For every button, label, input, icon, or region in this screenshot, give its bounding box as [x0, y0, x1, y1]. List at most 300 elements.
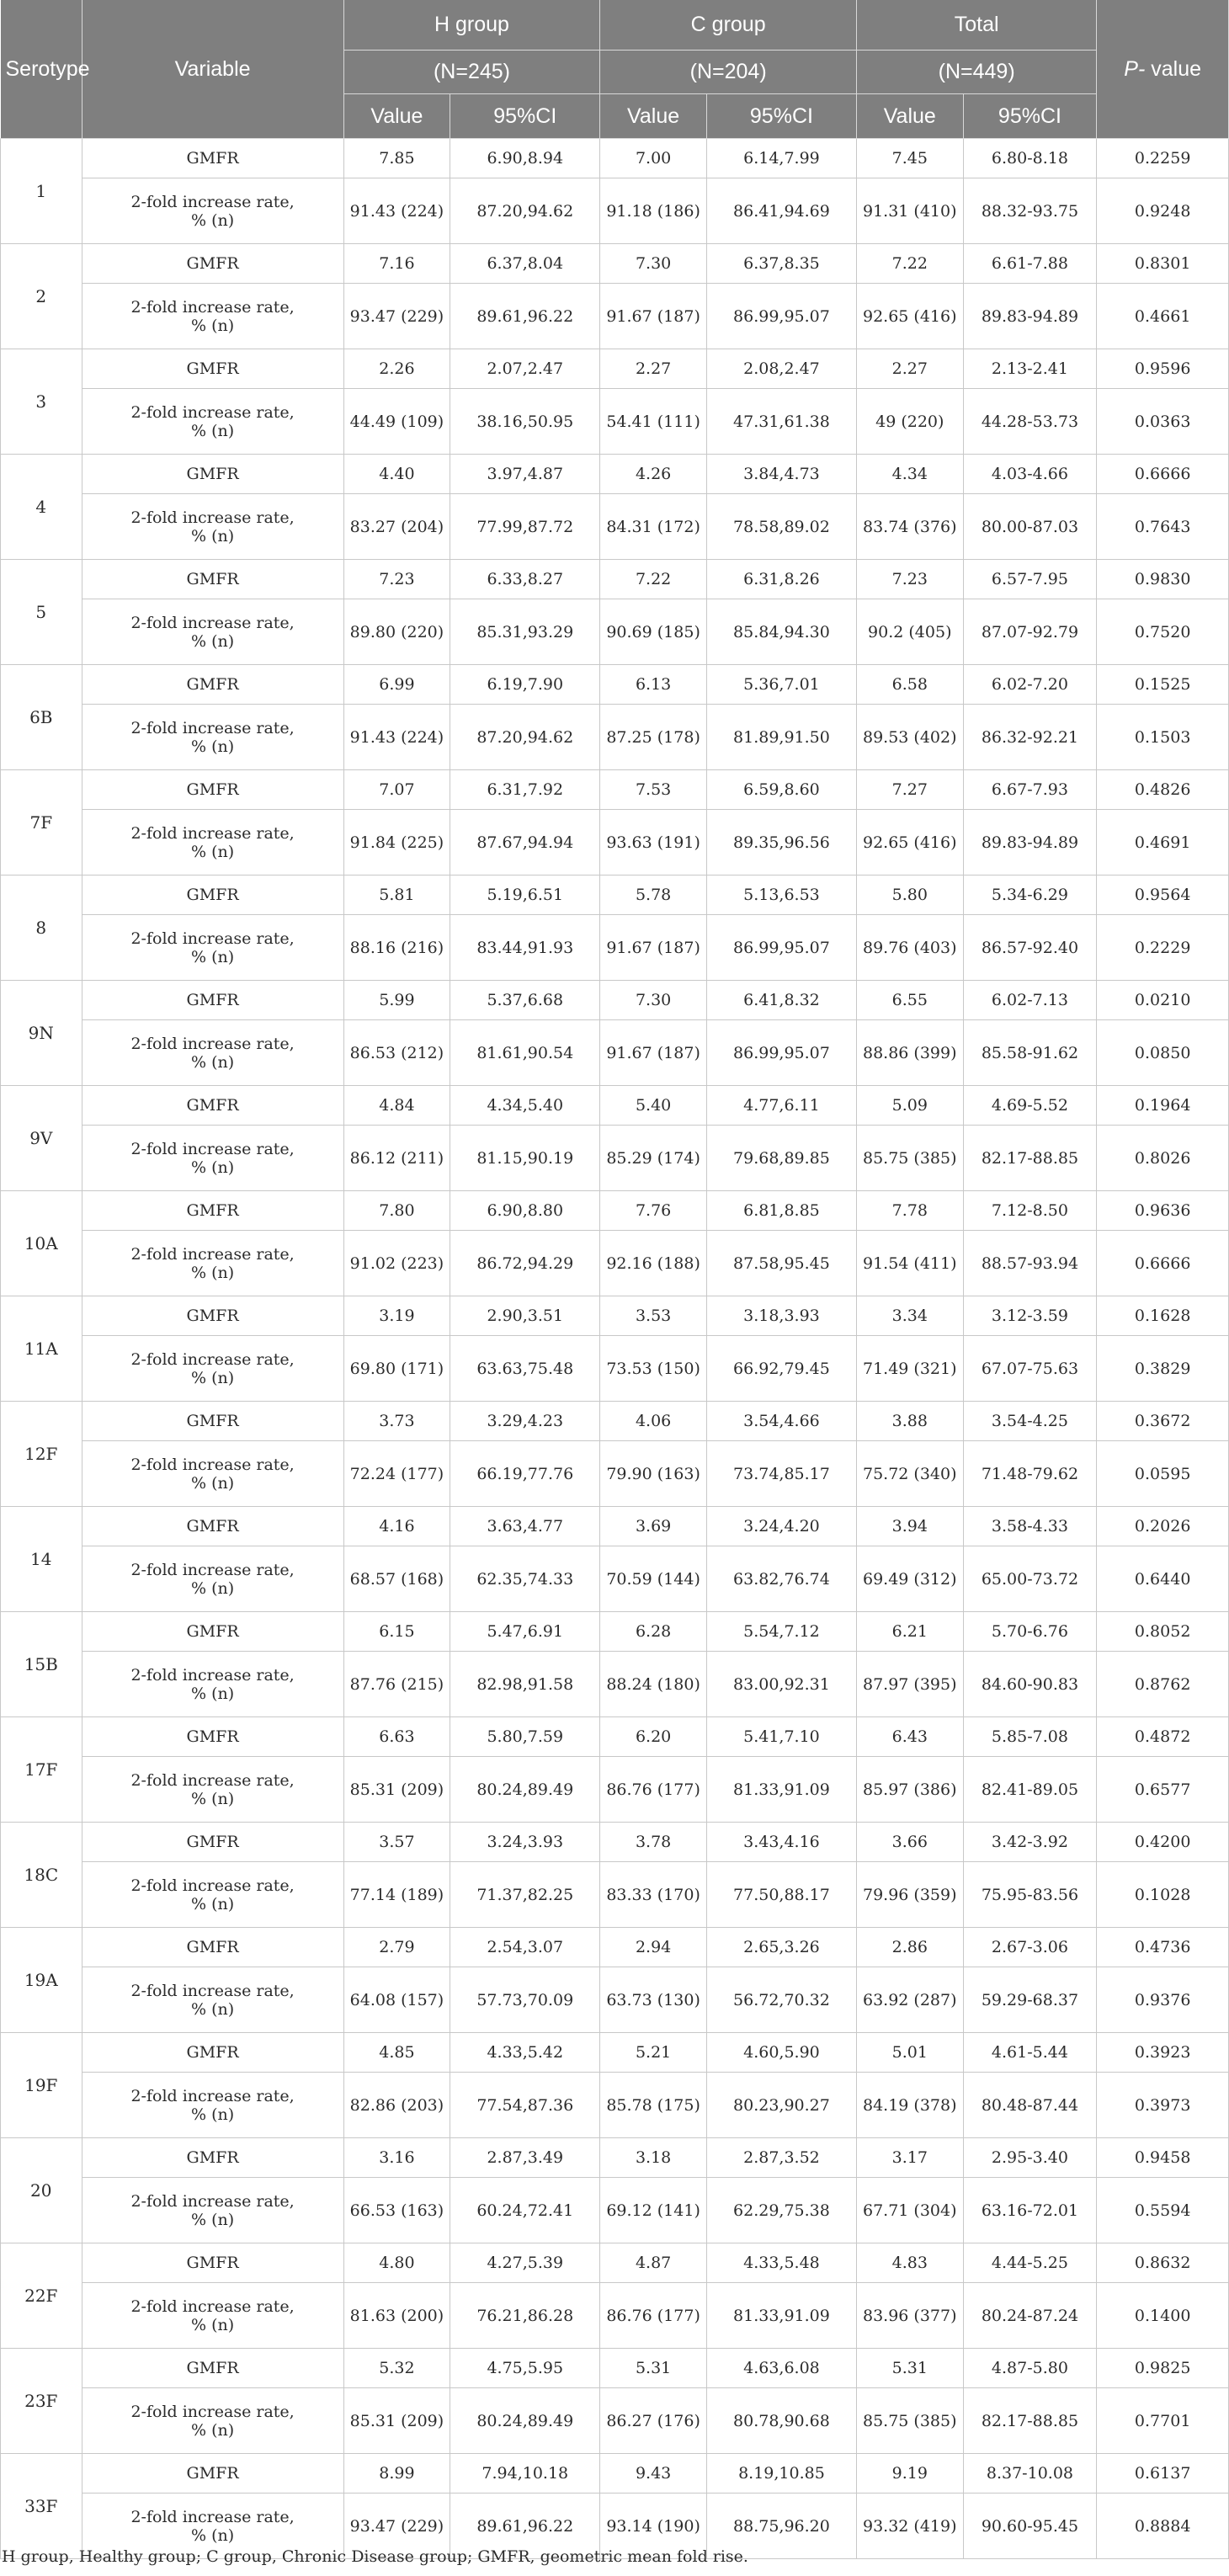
rate-p-cell: 0.6666 [1097, 1231, 1229, 1296]
rate-t-value-cell: 89.53 (402) [856, 705, 963, 770]
variable-rate-cell [82, 1126, 343, 1191]
rate-c-value-cell: 90.69 (185) [600, 599, 707, 665]
gmfr-h-value-cell: 7.23 [343, 560, 450, 599]
serotype-cell: 18C [1, 1823, 82, 1928]
table-row [1, 139, 1229, 178]
gmfr-p-cell: 0.1964 [1097, 1086, 1229, 1126]
gmfr-h-value-cell: 3.73 [343, 1402, 450, 1441]
table-row [1, 1757, 1229, 1823]
rate-c-value-cell: 63.73 (130) [600, 1967, 707, 2033]
variable-rate-line1: 2-fold increase rate, [130, 1244, 295, 1264]
rate-h-value-cell: 91.43 (224) [343, 705, 450, 770]
gmfr-t-value-cell: 6.55 [856, 981, 963, 1020]
table-row [1, 244, 1229, 284]
table-row [1, 981, 1229, 1020]
variable-rate-line2: % (n) [191, 842, 235, 861]
gmfr-h-value-cell: 4.16 [343, 1507, 450, 1546]
gmfr-p-cell: 0.9564 [1097, 876, 1229, 915]
gmfr-p-cell: 0.4826 [1097, 770, 1229, 810]
variable-rate-cell [82, 2178, 343, 2243]
rate-c-ci-cell: 80.78,90.68 [706, 2388, 856, 2454]
table-row [1, 349, 1229, 389]
variable-rate-line1: 2-fold increase rate, [130, 1560, 295, 1579]
variable-rate-line2: % (n) [191, 1473, 235, 1493]
rate-t-ci-cell: 86.32-92.21 [963, 705, 1097, 770]
rate-c-value-cell: 73.53 (150) [600, 1336, 707, 1402]
variable-rate-line1: 2-fold increase rate, [130, 508, 295, 527]
variable-gmfr-cell: GMFR [82, 770, 343, 810]
gmfr-t-ci-cell: 3.58-4.33 [963, 1507, 1097, 1546]
h-ci-header: 95%CI [450, 94, 600, 139]
serotype-header: Serotype [1, 0, 82, 139]
gmfr-t-ci-cell: 3.54-4.25 [963, 1402, 1097, 1441]
rate-h-value-cell: 87.76 (215) [343, 1652, 450, 1717]
gmfr-c-ci-cell: 6.37,8.35 [706, 244, 856, 284]
variable-rate-line2: % (n) [191, 1684, 235, 1703]
rate-p-cell: 0.0850 [1097, 1020, 1229, 1086]
gmfr-t-value-cell: 3.66 [856, 1823, 963, 1862]
table-footnote: H group, Healthy group; C group, Chronic Disease group; GMFR, geometric mean fold rise. [2, 2547, 748, 2566]
gmfr-h-ci-cell: 2.07,2.47 [450, 349, 600, 389]
rate-c-value-cell: 88.24 (180) [600, 1652, 707, 1717]
gmfr-t-ci-cell: 2.67-3.06 [963, 1928, 1097, 1967]
variable-rate-line2: % (n) [191, 1789, 235, 1808]
rate-t-ci-cell: 63.16-72.01 [963, 2178, 1097, 2243]
variable-rate-cell [82, 1967, 343, 2033]
gmfr-h-ci-cell: 4.33,5.42 [450, 2033, 600, 2073]
rate-t-ci-cell: 85.58-91.62 [963, 1020, 1097, 1086]
rate-h-ci-cell: 71.37,82.25 [450, 1862, 600, 1928]
rate-p-cell: 0.9248 [1097, 178, 1229, 244]
variable-rate-cell [82, 1652, 343, 1717]
rate-p-cell: 0.8762 [1097, 1652, 1229, 1717]
variable-rate-line1: 2-fold increase rate, [130, 1349, 295, 1369]
gmfr-t-value-cell: 7.45 [856, 139, 963, 178]
serotype-cell: 9V [1, 1086, 82, 1191]
rate-p-cell: 0.0595 [1097, 1441, 1229, 1507]
variable-rate-cell [82, 1862, 343, 1928]
gmfr-c-value-cell: 7.30 [600, 244, 707, 284]
table-row [1, 2033, 1229, 2073]
gmfr-t-ci-cell: 6.80-8.18 [963, 139, 1097, 178]
variable-rate-line2: % (n) [191, 1263, 235, 1282]
rate-h-ci-cell: 86.72,94.29 [450, 1231, 600, 1296]
variable-gmfr-cell: GMFR [82, 2454, 343, 2494]
rate-h-ci-cell: 82.98,91.58 [450, 1652, 600, 1717]
gmfr-p-cell: 0.3672 [1097, 1402, 1229, 1441]
variable-rate-cell [82, 1546, 343, 1612]
gmfr-c-ci-cell: 2.08,2.47 [706, 349, 856, 389]
variable-gmfr-cell: GMFR [82, 1823, 343, 1862]
table-row [1, 2178, 1229, 2243]
gmfr-h-ci-cell: 5.37,6.68 [450, 981, 600, 1020]
gmfr-c-value-cell: 3.18 [600, 2138, 707, 2178]
rate-t-value-cell: 92.65 (416) [856, 810, 963, 876]
gmfr-h-value-cell: 5.32 [343, 2349, 450, 2388]
variable-rate-line1: 2-fold increase rate, [130, 1455, 295, 1474]
gmfr-h-ci-cell: 5.19,6.51 [450, 876, 600, 915]
gmfr-h-value-cell: 6.63 [343, 1717, 450, 1757]
gmfr-c-ci-cell: 8.19,10.85 [706, 2454, 856, 2494]
gmfr-c-value-cell: 5.40 [600, 1086, 707, 1126]
table-row [1, 599, 1229, 665]
rate-c-value-cell: 86.76 (177) [600, 1757, 707, 1823]
gmfr-p-cell: 0.6137 [1097, 2454, 1229, 2494]
gmfr-p-cell: 0.8301 [1097, 244, 1229, 284]
rate-c-value-cell: 91.67 (187) [600, 915, 707, 981]
rate-c-value-cell: 85.29 (174) [600, 1126, 707, 1191]
gmfr-c-ci-cell: 3.54,4.66 [706, 1402, 856, 1441]
h-value-header: Value [343, 94, 450, 139]
gmfr-c-value-cell: 2.27 [600, 349, 707, 389]
gmfr-t-value-cell: 5.80 [856, 876, 963, 915]
rate-t-value-cell: 91.31 (410) [856, 178, 963, 244]
gmfr-p-cell: 0.4200 [1097, 1823, 1229, 1862]
gmfr-c-ci-cell: 5.36,7.01 [706, 665, 856, 705]
rate-c-value-cell: 93.14 (190) [600, 2494, 707, 2559]
rate-h-ci-cell: 38.16,50.95 [450, 389, 600, 455]
gmfr-c-ci-cell: 5.13,6.53 [706, 876, 856, 915]
rate-h-ci-cell: 81.15,90.19 [450, 1126, 600, 1191]
gmfr-t-value-cell: 9.19 [856, 2454, 963, 2494]
gmfr-h-ci-cell: 6.31,7.92 [450, 770, 600, 810]
gmfr-h-value-cell: 7.85 [343, 139, 450, 178]
rate-h-ci-cell: 77.54,87.36 [450, 2073, 600, 2138]
rate-t-ci-cell: 65.00-73.72 [963, 1546, 1097, 1612]
variable-rate-line1: 2-fold increase rate, [130, 2507, 295, 2526]
table-row [1, 1126, 1229, 1191]
table-row [1, 1336, 1229, 1402]
gmfr-p-cell: 0.2026 [1097, 1507, 1229, 1546]
gmfr-t-ci-cell: 6.67-7.93 [963, 770, 1097, 810]
gmfr-c-value-cell: 3.53 [600, 1296, 707, 1336]
rate-p-cell: 0.4691 [1097, 810, 1229, 876]
gmfr-p-cell: 0.1525 [1097, 665, 1229, 705]
table-row [1, 1020, 1229, 1086]
serotype-cell: 23F [1, 2349, 82, 2454]
table-row [1, 1652, 1229, 1717]
variable-gmfr-cell: GMFR [82, 1191, 343, 1231]
gmfr-c-value-cell: 6.13 [600, 665, 707, 705]
rate-t-ci-cell: 71.48-79.62 [963, 1441, 1097, 1507]
gmfr-t-value-cell: 6.58 [856, 665, 963, 705]
rate-c-value-cell: 86.27 (176) [600, 2388, 707, 2454]
rate-h-value-cell: 72.24 (177) [343, 1441, 450, 1507]
gmfr-t-value-cell: 7.78 [856, 1191, 963, 1231]
rate-h-value-cell: 93.47 (229) [343, 2494, 450, 2559]
variable-header: Variable [82, 0, 343, 139]
rate-h-value-cell: 91.02 (223) [343, 1231, 450, 1296]
table-row [1, 1928, 1229, 1967]
rate-h-ci-cell: 89.61,96.22 [450, 284, 600, 349]
gmfr-p-cell: 0.4872 [1097, 1717, 1229, 1757]
variable-rate-cell [82, 705, 343, 770]
gmfr-t-value-cell: 4.34 [856, 455, 963, 494]
rate-h-ci-cell: 62.35,74.33 [450, 1546, 600, 1612]
rate-c-ci-cell: 88.75,96.20 [706, 2494, 856, 2559]
rate-c-ci-cell: 86.99,95.07 [706, 1020, 856, 1086]
rate-c-ci-cell: 89.35,96.56 [706, 810, 856, 876]
serotype-cell: 8 [1, 876, 82, 981]
gmfr-c-ci-cell: 6.81,8.85 [706, 1191, 856, 1231]
table-row [1, 1612, 1229, 1652]
table-row [1, 389, 1229, 455]
gmfr-h-value-cell: 6.99 [343, 665, 450, 705]
rate-t-value-cell: 85.75 (385) [856, 1126, 963, 1191]
table-row [1, 2454, 1229, 2494]
gmfr-h-ci-cell: 2.90,3.51 [450, 1296, 600, 1336]
variable-rate-line2: % (n) [191, 2210, 235, 2229]
rate-t-value-cell: 85.97 (386) [856, 1757, 963, 1823]
rate-p-cell: 0.7643 [1097, 494, 1229, 560]
rate-p-cell: 0.0363 [1097, 389, 1229, 455]
variable-gmfr-cell: GMFR [82, 455, 343, 494]
rate-h-value-cell: 88.16 (216) [343, 915, 450, 981]
rate-c-value-cell: 91.67 (187) [600, 1020, 707, 1086]
rate-t-ci-cell: 87.07-92.79 [963, 599, 1097, 665]
rate-h-value-cell: 77.14 (189) [343, 1862, 450, 1928]
gmfr-t-value-cell: 6.21 [856, 1612, 963, 1652]
gmfr-t-ci-cell: 5.70-6.76 [963, 1612, 1097, 1652]
table-row [1, 2073, 1229, 2138]
rate-c-value-cell: 92.16 (188) [600, 1231, 707, 1296]
serotype-cell: 20 [1, 2138, 82, 2243]
variable-rate-cell [82, 178, 343, 244]
serotype-cell: 7F [1, 770, 82, 876]
variable-gmfr-cell: GMFR [82, 2033, 343, 2073]
serotype-cell: 22F [1, 2243, 82, 2349]
rate-t-value-cell: 91.54 (411) [856, 1231, 963, 1296]
table-row [1, 810, 1229, 876]
gmfr-c-value-cell: 9.43 [600, 2454, 707, 2494]
rate-t-ci-cell: 44.28-53.73 [963, 389, 1097, 455]
variable-rate-cell [82, 1757, 343, 1823]
rate-t-ci-cell: 67.07-75.63 [963, 1336, 1097, 1402]
rate-h-ci-cell: 57.73,70.09 [450, 1967, 600, 2033]
gmfr-t-ci-cell: 6.02-7.20 [963, 665, 1097, 705]
table-row [1, 1441, 1229, 1507]
table-row [1, 1546, 1229, 1612]
variable-rate-line1: 2-fold increase rate, [130, 718, 295, 737]
table-row [1, 2138, 1229, 2178]
rate-c-ci-cell: 62.29,75.38 [706, 2178, 856, 2243]
table-row [1, 1296, 1229, 1336]
serotype-cell: 33F [1, 2454, 82, 2559]
gmfr-h-ci-cell: 6.90,8.94 [450, 139, 600, 178]
gmfr-h-ci-cell: 4.34,5.40 [450, 1086, 600, 1126]
gmfr-t-value-cell: 3.17 [856, 2138, 963, 2178]
gmfr-t-ci-cell: 4.61-5.44 [963, 2033, 1097, 2073]
rate-p-cell: 0.7520 [1097, 599, 1229, 665]
gmfr-c-ci-cell: 3.84,4.73 [706, 455, 856, 494]
rate-c-ci-cell: 81.33,91.09 [706, 1757, 856, 1823]
p-value-suffix: value [1145, 56, 1202, 81]
variable-gmfr-cell: GMFR [82, 981, 343, 1020]
gmfr-c-value-cell: 7.53 [600, 770, 707, 810]
gmfr-h-ci-cell: 3.97,4.87 [450, 455, 600, 494]
gmfr-c-value-cell: 6.20 [600, 1717, 707, 1757]
gmfr-h-ci-cell: 6.37,8.04 [450, 244, 600, 284]
table-row [1, 1967, 1229, 2033]
table-row [1, 455, 1229, 494]
gmfr-c-value-cell: 3.78 [600, 1823, 707, 1862]
rate-h-value-cell: 69.80 (171) [343, 1336, 450, 1402]
table-header [1, 0, 1229, 139]
gmfr-p-cell: 0.1628 [1097, 1296, 1229, 1336]
gmfr-p-cell: 0.3923 [1097, 2033, 1229, 2073]
gmfr-t-value-cell: 5.09 [856, 1086, 963, 1126]
variable-gmfr-cell: GMFR [82, 1507, 343, 1546]
variable-rate-line2: % (n) [191, 316, 235, 335]
rate-h-value-cell: 91.84 (225) [343, 810, 450, 876]
variable-rate-cell [82, 494, 343, 560]
gmfr-h-ci-cell: 5.80,7.59 [450, 1717, 600, 1757]
gmfr-c-value-cell: 3.69 [600, 1507, 707, 1546]
variable-rate-cell [82, 810, 343, 876]
rate-t-value-cell: 79.96 (359) [856, 1862, 963, 1928]
variable-rate-cell [82, 2073, 343, 2138]
gmfr-t-ci-cell: 5.34-6.29 [963, 876, 1097, 915]
gmfr-t-value-cell: 7.22 [856, 244, 963, 284]
rate-h-ci-cell: 83.44,91.93 [450, 915, 600, 981]
gmfr-p-cell: 0.9830 [1097, 560, 1229, 599]
gmfr-h-value-cell: 6.15 [343, 1612, 450, 1652]
variable-rate-line1: 2-fold increase rate, [130, 1139, 295, 1158]
gmfr-t-ci-cell: 3.12-3.59 [963, 1296, 1097, 1336]
rate-h-ci-cell: 77.99,87.72 [450, 494, 600, 560]
gmfr-h-value-cell: 7.16 [343, 244, 450, 284]
gmfr-c-value-cell: 4.87 [600, 2243, 707, 2283]
variable-rate-cell [82, 1336, 343, 1402]
variable-rate-line1: 2-fold increase rate, [130, 1665, 295, 1685]
gmfr-c-ci-cell: 3.43,4.16 [706, 1823, 856, 1862]
gmfr-t-ci-cell: 4.03-4.66 [963, 455, 1097, 494]
rate-t-ci-cell: 90.60-95.45 [963, 2494, 1097, 2559]
serotype-cell: 11A [1, 1296, 82, 1402]
gmfr-c-ci-cell: 4.60,5.90 [706, 2033, 856, 2073]
total-value-header: Value [856, 94, 963, 139]
table-row [1, 1191, 1229, 1231]
gmfr-h-value-cell: 3.16 [343, 2138, 450, 2178]
table-row [1, 665, 1229, 705]
rate-h-value-cell: 68.57 (168) [343, 1546, 450, 1612]
rate-h-ci-cell: 85.31,93.29 [450, 599, 600, 665]
rate-h-value-cell: 85.31 (209) [343, 1757, 450, 1823]
variable-gmfr-cell: GMFR [82, 139, 343, 178]
rate-c-value-cell: 87.25 (178) [600, 705, 707, 770]
gmfr-c-ci-cell: 3.24,4.20 [706, 1507, 856, 1546]
rate-h-ci-cell: 87.20,94.62 [450, 705, 600, 770]
rate-h-ci-cell: 87.67,94.94 [450, 810, 600, 876]
gmfr-t-ci-cell: 6.57-7.95 [963, 560, 1097, 599]
variable-rate-line2: % (n) [191, 1999, 235, 2019]
gmfr-t-ci-cell: 2.13-2.41 [963, 349, 1097, 389]
rate-t-ci-cell: 86.57-92.40 [963, 915, 1097, 981]
gmfr-h-value-cell: 8.99 [343, 2454, 450, 2494]
variable-rate-line2: % (n) [191, 421, 235, 440]
rate-c-ci-cell: 73.74,85.17 [706, 1441, 856, 1507]
rate-t-ci-cell: 80.24-87.24 [963, 2283, 1097, 2349]
rate-h-value-cell: 82.86 (203) [343, 2073, 450, 2138]
rate-h-value-cell: 86.12 (211) [343, 1126, 450, 1191]
gmfr-c-value-cell: 4.06 [600, 1402, 707, 1441]
variable-gmfr-cell: GMFR [82, 876, 343, 915]
gmfr-c-ci-cell: 4.63,6.08 [706, 2349, 856, 2388]
gmfr-t-ci-cell: 6.61-7.88 [963, 244, 1097, 284]
variable-rate-line2: % (n) [191, 1368, 235, 1387]
c-group-n: (N=204) [600, 51, 857, 94]
gmfr-c-value-cell: 7.30 [600, 981, 707, 1020]
variable-rate-cell [82, 2388, 343, 2454]
rate-t-value-cell: 92.65 (416) [856, 284, 963, 349]
variable-rate-line2: % (n) [191, 2525, 235, 2545]
rate-t-value-cell: 90.2 (405) [856, 599, 963, 665]
rate-h-value-cell: 85.31 (209) [343, 2388, 450, 2454]
rate-t-value-cell: 83.74 (376) [856, 494, 963, 560]
gmfr-c-value-cell: 5.78 [600, 876, 707, 915]
rate-h-value-cell: 83.27 (204) [343, 494, 450, 560]
gmfr-h-value-cell: 2.26 [343, 349, 450, 389]
rate-c-ci-cell: 87.58,95.45 [706, 1231, 856, 1296]
rate-h-ci-cell: 60.24,72.41 [450, 2178, 600, 2243]
rate-c-ci-cell: 86.99,95.07 [706, 284, 856, 349]
rate-c-value-cell: 84.31 (172) [600, 494, 707, 560]
rate-t-ci-cell: 75.95-83.56 [963, 1862, 1097, 1928]
gmfr-c-value-cell: 6.28 [600, 1612, 707, 1652]
rate-t-value-cell: 85.75 (385) [856, 2388, 963, 2454]
variable-rate-line1: 2-fold increase rate, [130, 2297, 295, 2316]
rate-t-ci-cell: 80.48-87.44 [963, 2073, 1097, 2138]
variable-rate-cell [82, 1441, 343, 1507]
variable-rate-cell [82, 1231, 343, 1296]
gmfr-t-ci-cell: 4.69-5.52 [963, 1086, 1097, 1126]
gmfr-h-ci-cell: 3.24,3.93 [450, 1823, 600, 1862]
variable-gmfr-cell: GMFR [82, 665, 343, 705]
gmfr-p-cell: 0.4736 [1097, 1928, 1229, 1967]
table-row [1, 705, 1229, 770]
variable-rate-line1: 2-fold increase rate, [130, 1770, 295, 1790]
rate-t-value-cell: 75.72 (340) [856, 1441, 963, 1507]
c-value-header: Value [600, 94, 707, 139]
table-row [1, 1862, 1229, 1928]
gmfr-c-value-cell: 2.94 [600, 1928, 707, 1967]
gmfr-c-ci-cell: 2.87,3.52 [706, 2138, 856, 2178]
rate-t-value-cell: 93.32 (419) [856, 2494, 963, 2559]
gmfr-h-value-cell: 3.57 [343, 1823, 450, 1862]
serotype-cell: 9N [1, 981, 82, 1086]
gmfr-c-ci-cell: 5.41,7.10 [706, 1717, 856, 1757]
gmfr-h-value-cell: 4.84 [343, 1086, 450, 1126]
rate-t-ci-cell: 59.29-68.37 [963, 1967, 1097, 2033]
rate-h-ci-cell: 76.21,86.28 [450, 2283, 600, 2349]
gmfr-t-value-cell: 5.31 [856, 2349, 963, 2388]
table-row [1, 1086, 1229, 1126]
gmfr-p-cell: 0.9596 [1097, 349, 1229, 389]
variable-rate-line2: % (n) [191, 210, 235, 230]
variable-gmfr-cell: GMFR [82, 2243, 343, 2283]
gmfr-h-ci-cell: 3.63,4.77 [450, 1507, 600, 1546]
rate-c-ci-cell: 81.89,91.50 [706, 705, 856, 770]
gmfr-c-value-cell: 5.21 [600, 2033, 707, 2073]
h-group-n: (N=245) [343, 51, 600, 94]
gmfr-t-ci-cell: 4.87-5.80 [963, 2349, 1097, 2388]
gmfr-c-value-cell: 7.00 [600, 139, 707, 178]
gmfr-t-ci-cell: 8.37-10.08 [963, 2454, 1097, 2494]
variable-gmfr-cell: GMFR [82, 2138, 343, 2178]
variable-rate-line1: 2-fold increase rate, [130, 192, 295, 211]
rate-c-value-cell: 83.33 (170) [600, 1862, 707, 1928]
variable-rate-line1: 2-fold increase rate, [130, 2191, 295, 2211]
